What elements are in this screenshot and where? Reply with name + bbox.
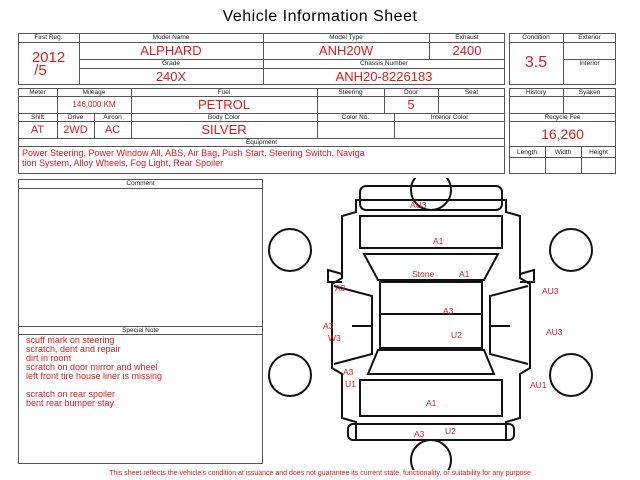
comment-label: Comment (126, 180, 155, 187)
damage-code: W3 (328, 333, 341, 343)
exhaust-label: Exhaust (455, 34, 479, 41)
damage-code: AU3 (542, 286, 559, 296)
equipment-list (22, 149, 502, 168)
height-label: Height (589, 149, 608, 156)
wheel-front-right (550, 229, 592, 271)
aircon-label: Aircon (103, 114, 122, 121)
body-color-value: SILVER (201, 122, 247, 137)
seat-label: Seat (464, 89, 479, 96)
history-label: History (525, 89, 547, 96)
damage-code: AU3 (546, 327, 563, 337)
disclaimer-footer: This sheet reflects the vehicle's condition at issuance and does not guarantee its current state, functionality, or suitability for any purpose (109, 470, 531, 477)
drive-label: Drive (67, 114, 84, 121)
exterior-label: Exterior (578, 34, 601, 41)
width-label: Width (554, 149, 572, 156)
damage-code: A3 (443, 306, 454, 316)
damage-code: AU3 (410, 200, 427, 210)
grade-label: Grade (161, 60, 181, 67)
syaken-label: Syaken (578, 89, 601, 96)
chassis-value: ANH20-8226183 (335, 69, 433, 84)
damage-code: AU1 (530, 380, 547, 390)
shift-value: AT (30, 124, 45, 136)
damage-code: U2 (445, 426, 456, 436)
equipment-label: Equipment (245, 139, 278, 146)
door-label: Door (403, 89, 419, 96)
mileage-value: 146,000 KM (72, 100, 116, 109)
model-type-label: Model Type (329, 34, 363, 41)
wheel-front-left (269, 229, 311, 271)
mileage-label: Mileage (82, 89, 106, 96)
special-note-item: bent rear bumper stay (26, 398, 115, 408)
door-value: 5 (407, 97, 415, 112)
sheet-title: Vehicle Information Sheet (222, 8, 418, 25)
first-reg-year: 2012 (31, 49, 66, 66)
fuel-value: PETROL (197, 97, 250, 112)
exhaust-value: 2400 (452, 43, 482, 58)
grade-value: 240X (155, 69, 187, 84)
interior-label: Interior (579, 60, 600, 67)
special-notes-list (26, 336, 162, 408)
interior-color-label: Interior Color (430, 114, 469, 121)
special-note-item: scratch, dent and repair (26, 344, 121, 354)
special-note-item: left front tire house liner is missing (26, 371, 163, 381)
length-label: Length (517, 149, 537, 156)
damage-code: A3 (414, 429, 425, 439)
damage-code: U1 (345, 379, 356, 389)
special-note-item: scratch on rear spoiler (26, 389, 116, 399)
equipment-line-2: tion System, Alloy Wheels, Fog Light, Rear Spoiler (22, 157, 224, 168)
condition-label: Condition (522, 34, 550, 41)
first-reg-month: /5 (34, 62, 47, 79)
wheel-rear-left (269, 354, 311, 396)
meter-label: Meter (29, 89, 46, 96)
aircon-value: AC (104, 124, 121, 136)
damage-code: A1 (433, 236, 444, 246)
condition-value: 3.5 (524, 54, 548, 71)
special-note-item: scuff mark on steering (26, 335, 115, 345)
recycle-fee-value: 16,260 (541, 126, 584, 142)
damage-code: U2 (451, 330, 462, 340)
color-no-label: Color No. (341, 114, 370, 121)
chassis-label: Chassis Number (359, 60, 409, 67)
equipment-line-1: Power Steering, Power Window All, ABS, Air Bag, Push Start, Steering Switch, Naviga (22, 148, 365, 158)
drive-value: 2WD (63, 124, 88, 136)
damage-code: A1 (459, 269, 470, 279)
steering-label: Steering (338, 89, 363, 96)
body-color-label: Body Color (207, 114, 241, 121)
damage-code: Stone (412, 269, 435, 279)
wheel-bottom-spare (411, 440, 451, 470)
special-note-label: Special Note (122, 327, 159, 334)
damage-code: A3 (343, 367, 354, 377)
first-reg-label: First Reg. (34, 34, 63, 41)
shift-label: Shift (30, 114, 44, 121)
special-note-item: dirt in room (26, 353, 72, 363)
damage-code: A3 (323, 321, 334, 331)
car-damage-diagram (268, 178, 616, 470)
model-type-value: ANH20W (318, 43, 374, 58)
wheel-rear-right (550, 354, 592, 396)
recycle-fee-label: Recycle Fee (544, 114, 581, 121)
comment-box (18, 179, 263, 464)
model-name-value: ALPHARD (140, 43, 202, 58)
model-name-label: Model Name (152, 34, 190, 41)
special-note-item: scratch on door mirror and wheel (26, 362, 158, 372)
damage-code: A3 (335, 283, 346, 293)
damage-code: A1 (426, 398, 437, 408)
fuel-label: Fuel (217, 89, 231, 96)
